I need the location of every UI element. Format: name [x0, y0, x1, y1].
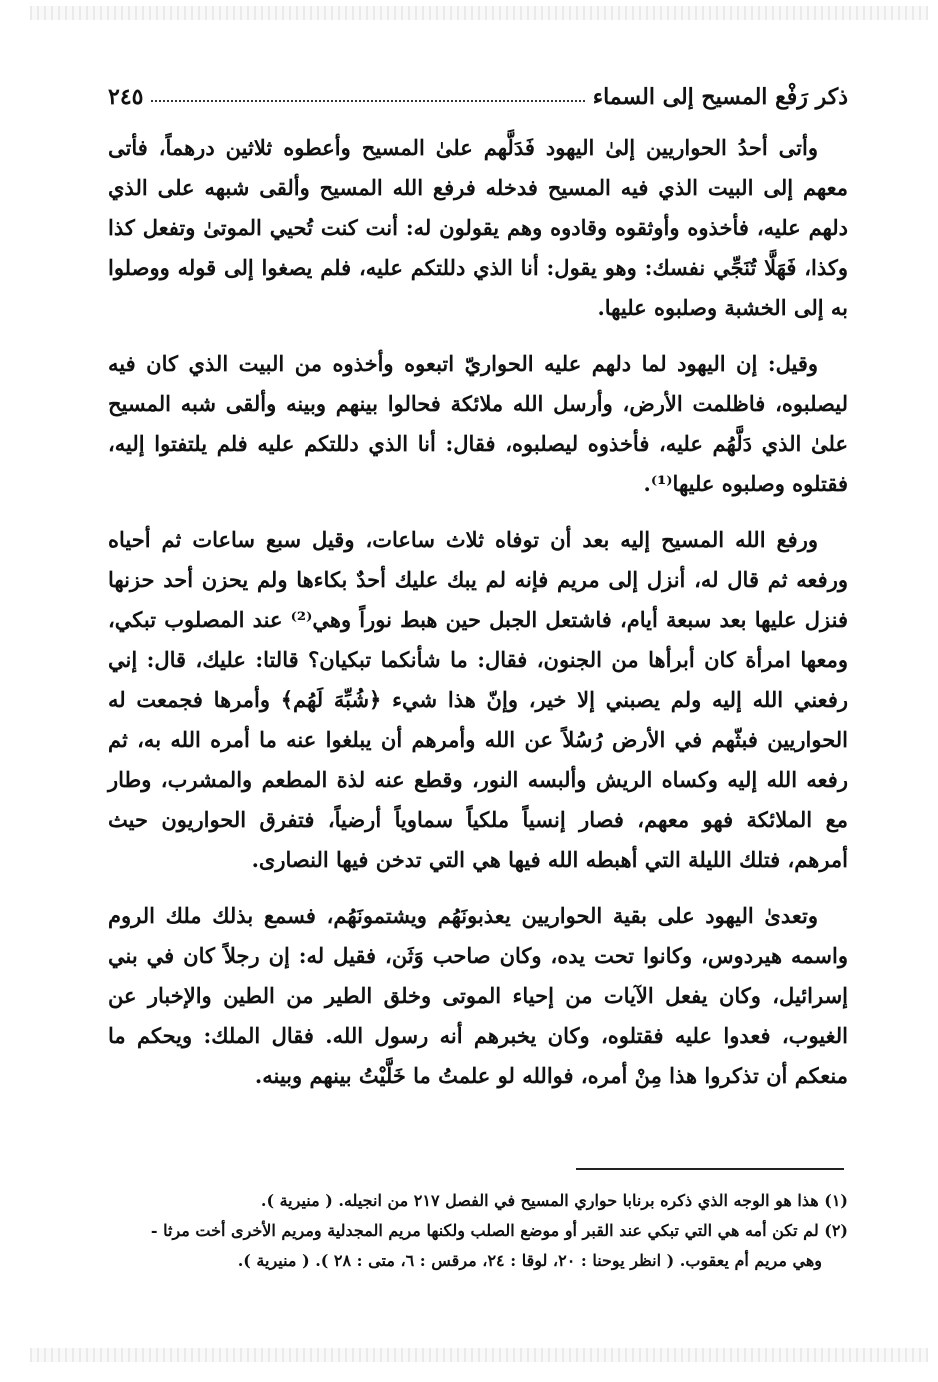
- scan-edge-bottom: [30, 1348, 928, 1362]
- footnote-2: (٢) لم تكن أمه هي التي تبكي عند القبر أو موضع الصلب ولكنها مريم المجدلية ومريم الأخرى أخت مرثا -: [150, 1221, 848, 1240]
- paragraph-3: ورفع الله المسيح إليه بعد أن توفاه ثلاث ساعات، وقيل سبع ساعات ثم أحياه ورفعه ثم قال له، أنزل إلى مريم فإنه لم يبك عليك أحدٌ بكاءها ولم يحزن أحد حزنها فنزل عليها بعد سبعة أيام، فاشتعل الجبل حين هبط نوراً وهي⁽²⁾ عند المصلوب تبكي، ومعها امرأة كان أبرأها من الجنون، فقال: ما شأنكما تبكيان؟ قالتا: عليك، قال: إني رفعني الله إليه ولم يصبني إلا خير، وإنّ هذا شيء ﴿شُبِّهَ لَهُم﴾ وأمرها فجمعت له الحواريين فبثّهم في الأرض رُسُلاً عن الله وأمرهم أن يبلغوا عنه ما أمره الله به، ثم رفعه الله إليه وكساه الريش وألبسه النور، وقطع عنه لذة المطعم والمشرب، وطار مع الملائكة فهو معهم، فصار إنسياً ملكياً سماوياً أرضياً، فتفرق الحواريون حيث أمرهم، فتلك الليلة التي أهبطه الله فيها هي التي تدخن فيها النصارى.: [108, 527, 848, 872]
- running-header: [108, 70, 848, 110]
- footnote-2-continuation: وهي مريم أم يعقوب. ( انظر يوحنا : ٢٠، لوقا : ٢٤، مرقس : ٦، متى : ٢٨ ). ( منيرية ).: [237, 1251, 822, 1270]
- footnotes: [108, 1186, 848, 1276]
- paragraph-2: وقيل: إن اليهود لما دلهم عليه الحواريّ اتبعوه وأخذوه من البيت الذي كان فيه ليصلبوه، فاظلمت الأرض، وأرسل الله ملائكة فحالوا بينهم وبينه وألقى شبه المسيح علىٰ الذي دَلَّهُم عليه، فأخذوه ليصلبوه، فقال: أنا الذي دللتكم عليه فلم يلتفتوا إليه، فقتلوه وصلبوه عليها⁽¹⁾.: [108, 351, 848, 496]
- header-leader-dots: [151, 100, 584, 102]
- paragraph-1: وأتى أحدُ الحواريين إلىٰ اليهود فَدَلَّهم علىٰ المسيح وأعطوه ثلاثين درهماً، فأتى معهم إلى البيت الذي فيه المسيح فدخله فرفع الله المسيح وألقى شبهه على الذي دلهم عليه، فأخذوه وأوثقوه وقادوه وهم يقولون له: أنت كنت تُحيي الموتىٰ وتفعل كذا وكذا، فَهَلَّا تُنَجِّي نفسك: وهو يقول: أنا الذي دللتكم عليه، فلم يصغوا إلى قوله ووصلوا به إلى الخشبة وصلبوه عليها.: [108, 135, 848, 320]
- footnote-1: (١) هذا هو الوجه الذي ذكره برنابا حواري المسيح في الفصل ٢١٧ من انجيله. ( منيرية ).: [260, 1191, 848, 1210]
- page-number: ٢٤٥: [108, 84, 144, 110]
- paragraph-4: وتعدىٰ اليهود على بقية الحواريين يعذبونَهُم ويشتمونَهُم، فسمع بذلك ملك الروم واسمه هيردوس، وكانوا تحت يده، وكان صاحب وَثَن، فقيل له: إن رجلاً كان في بني إسرائيل، وكان يفعل الآيات من إحياء الموتى وخلق الطير من الطين والإخبار عن الغيوب، فعدوا عليه فقتلوه، وكان يخبرهم أنه رسول الله. فقال الملك: ويحكم ما منعكم أن تذكروا هذا مِنْ أمره، فوالله لو علمتُ ما خَلَّيْتُ بينهم وبينه.: [108, 903, 848, 1088]
- scan-edge-top: [30, 6, 928, 20]
- chapter-title: ذكر رَفْع المسيح إلى السماء: [592, 84, 848, 110]
- main-text: [108, 128, 848, 1112]
- footnote-separator: [576, 1168, 844, 1170]
